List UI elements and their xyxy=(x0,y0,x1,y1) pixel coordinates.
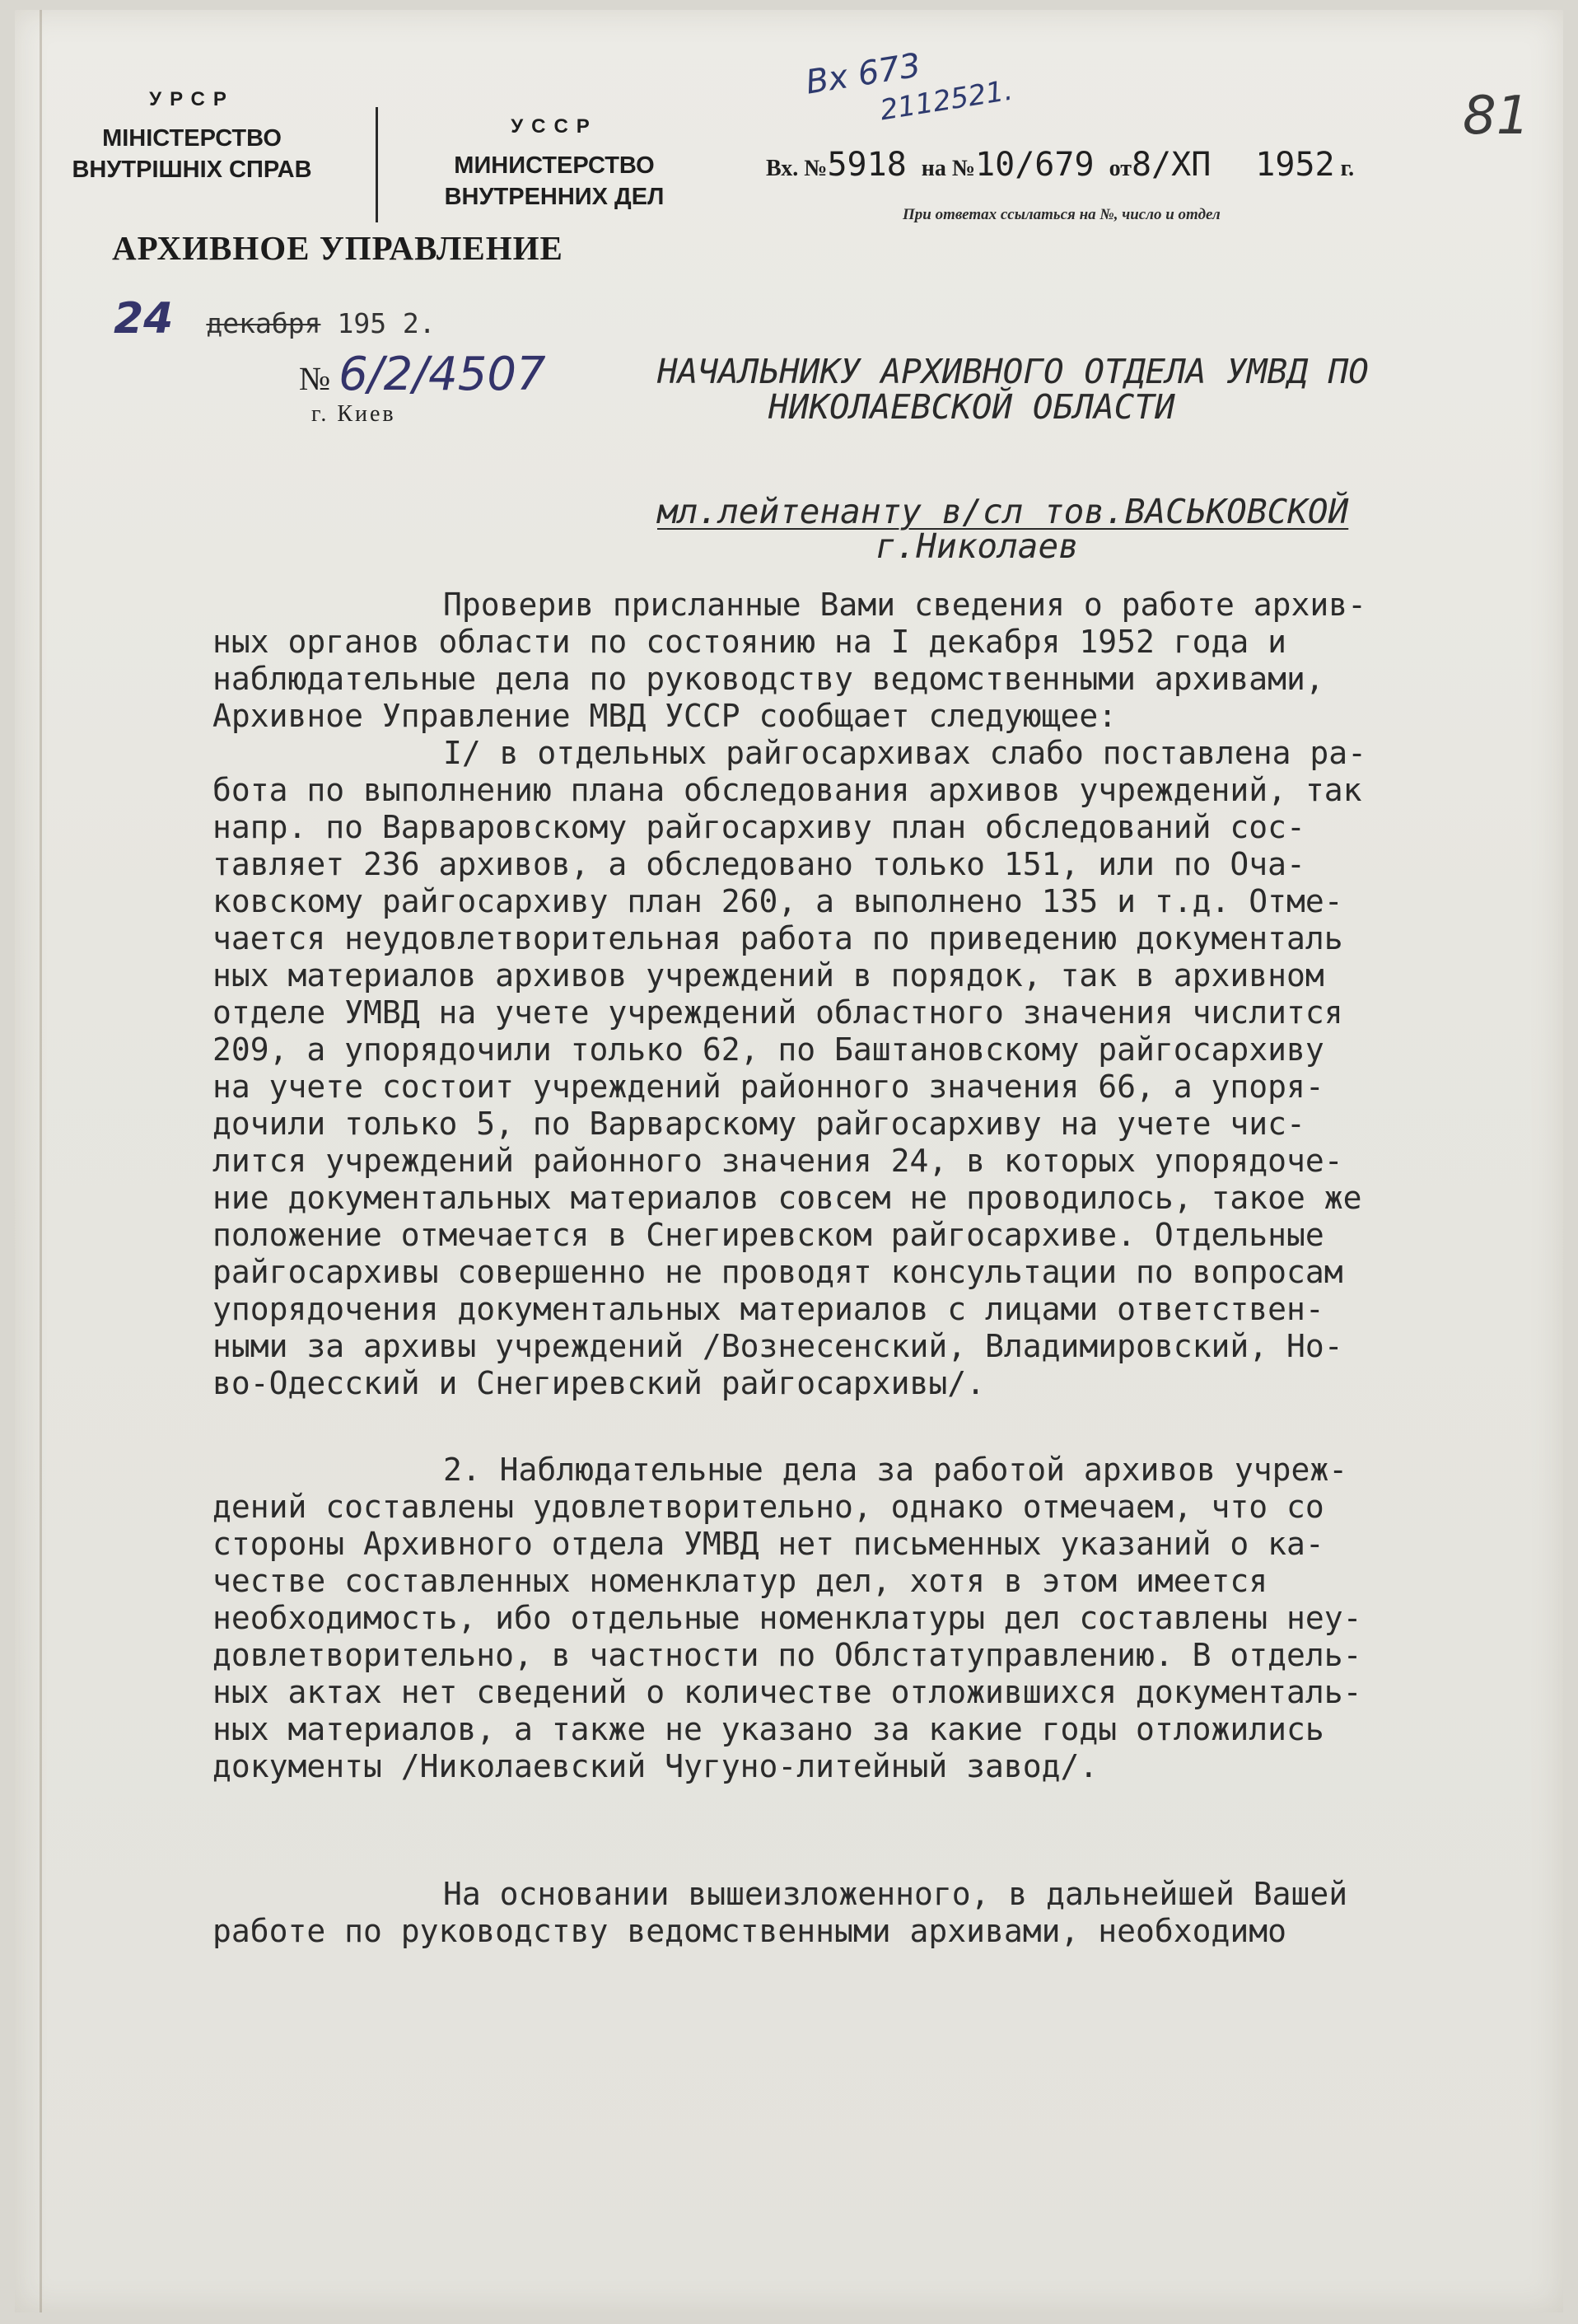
text-line: I/ в отдельных райгосархивах слабо поставлена ра- xyxy=(443,735,1367,771)
handwritten-day: 24 xyxy=(114,294,174,344)
ministry-ukr-line2: ВНУТРІШНІХ СПРАВ xyxy=(72,157,312,183)
text-line: довлетворительно, в частности по Облстатуправлению. В отдель- xyxy=(212,1637,1362,1673)
text-line: работе по руководству ведомственными архивами, необходимо xyxy=(212,1913,1287,1949)
outgoing-number: № 6/2/4507 xyxy=(299,348,546,401)
text-line: стороны Архивного отдела УМВД нет письменных указаний о ка- xyxy=(212,1526,1324,1562)
text-line: ными за архивы учреждений /Вознесенский, Владимировский, Но- xyxy=(212,1328,1343,1364)
header-divider xyxy=(376,107,378,222)
text-line: ных актах нет сведений о количестве отложившихся документаль- xyxy=(212,1674,1362,1710)
incoming-stamp-handwritten-2: 2112521. xyxy=(877,73,1015,128)
text-line: документы /Николаевский Чугуно-литейный завод/. xyxy=(212,1748,1099,1784)
text-line: отделе УМВД на учете учреждений областного значения числится xyxy=(212,994,1343,1031)
text-line: ных материалов, а также не указано за какие годы отложились xyxy=(212,1711,1324,1747)
text-line: бота по выполнению плана обследования архивов учреждений, так xyxy=(212,772,1362,808)
header-ukrainian xyxy=(40,88,344,185)
text-line: райгосархивы совершенно не проводят консультации по вопросам xyxy=(212,1254,1343,1290)
ministry-rus-line1: МИНИСТЕРСТВО xyxy=(454,152,655,179)
text-line: На основании вышеизложенного, в дальнейшей Вашей xyxy=(443,1876,1348,1912)
text-line: ние документальных материалов совсем не проводилось, такое же xyxy=(212,1180,1362,1216)
ministry-ukr-line1: МІНІСТЕРСТВО xyxy=(102,125,282,152)
outgoing-city: г. Киев xyxy=(311,401,396,427)
text-line: Архивное Управление МВД УССР сообщает следующее: xyxy=(212,698,1118,734)
addressee-line-1: НАЧАЛЬНИКУ АРХИВНОГО ОТДЕЛА УМВД ПО xyxy=(657,352,1369,391)
incoming-stamp-handwritten: Вх 673 xyxy=(803,46,923,102)
letter-body xyxy=(212,587,1547,1950)
outgoing-month: декабря xyxy=(206,307,321,339)
text-line: ковскому райгосархиву план 260, а выполнено 135 и т.д. Отме- xyxy=(212,883,1343,919)
text-line: наблюдательные дела по руководству ведомственными архивами, xyxy=(212,661,1324,697)
handwritten-number: 6/2/4507 xyxy=(338,348,546,401)
ministry-rus-line2: ВНУТРЕННИХ ДЕЛ xyxy=(444,184,665,210)
vh-number: 5918 xyxy=(827,146,907,184)
ref-date: 8/ХП xyxy=(1131,146,1212,184)
text-line: Проверив присланные Вами сведения о работе архив- xyxy=(443,587,1367,623)
reference-line: Вх. №5918 на №10/679 от8/ХП 1952 г. xyxy=(766,146,1355,184)
text-line: ных материалов архивов учреждений в порядок, так в архивном xyxy=(212,957,1324,994)
reference-note: При ответах ссылаться на №, число и отдел xyxy=(903,206,1221,223)
text-line: чается неудовлетворительная работа по приведению документаль xyxy=(212,920,1343,956)
text-line: напр. по Варваровскому райгосархиву план обследований сос- xyxy=(212,809,1305,845)
text-line: упорядочения документальных материалов с лицами ответствен- xyxy=(212,1291,1324,1327)
text-line: честве составленных номенклатур дел, хотя в этом имеется xyxy=(212,1563,1268,1599)
text-line: необходимость, ибо отдельные номенклатуры дел составлены неу- xyxy=(212,1600,1362,1636)
archive-department-title: АРХИВНОЕ УПРАВЛЕНИЕ xyxy=(112,229,563,267)
ref-number: 10/679 xyxy=(975,146,1095,184)
addressee-line-3: мл.лейтенанту в/сл тов.ВАСЬКОВСКОЙ xyxy=(657,492,1349,531)
text-line: ных органов области по состоянию на I декабря 1952 года и xyxy=(212,624,1287,660)
text-line: лится учреждений районного значения 24, в которых упорядоче- xyxy=(212,1143,1343,1179)
text-line: положение отмечается в Снегиревском райгосархиве. Отдельные xyxy=(212,1217,1324,1253)
text-line: 209, а упорядочили только 62, по Баштановскому райгосархиву xyxy=(212,1031,1324,1068)
ref-year: 1952 xyxy=(1255,146,1335,184)
text-line: дений составлены удовлетворительно, однако отмечаем, что со xyxy=(212,1489,1324,1525)
republic-rus: УССР xyxy=(511,115,598,138)
republic-ukr: УРСР xyxy=(149,88,235,110)
text-line: тавляет 236 архивов, а обследовано только 151, или по Оча- xyxy=(212,846,1305,882)
header-russian xyxy=(402,115,707,213)
page-fold xyxy=(40,10,42,2312)
addressee-line-2: НИКОЛАЕВСКОЙ ОБЛАСТИ xyxy=(768,387,1175,427)
text-line: во-Одесский и Снегиревский райгосархивы/. xyxy=(212,1365,985,1401)
sheet-number: 81 xyxy=(1463,86,1530,147)
outgoing-year: 195 2. xyxy=(337,307,436,339)
text-line: 2. Наблюдательные дела за работой архивов учреж- xyxy=(443,1452,1348,1488)
document-page xyxy=(15,10,1563,2312)
text-line: дочили только 5, по Варварскому райгосархиву на учете чис- xyxy=(212,1106,1305,1142)
outgoing-date xyxy=(114,294,436,344)
text-line: на учете состоит учреждений районного значения 66, а упоря- xyxy=(212,1068,1324,1105)
addressee-line-4: г.Николаев xyxy=(875,526,1079,566)
